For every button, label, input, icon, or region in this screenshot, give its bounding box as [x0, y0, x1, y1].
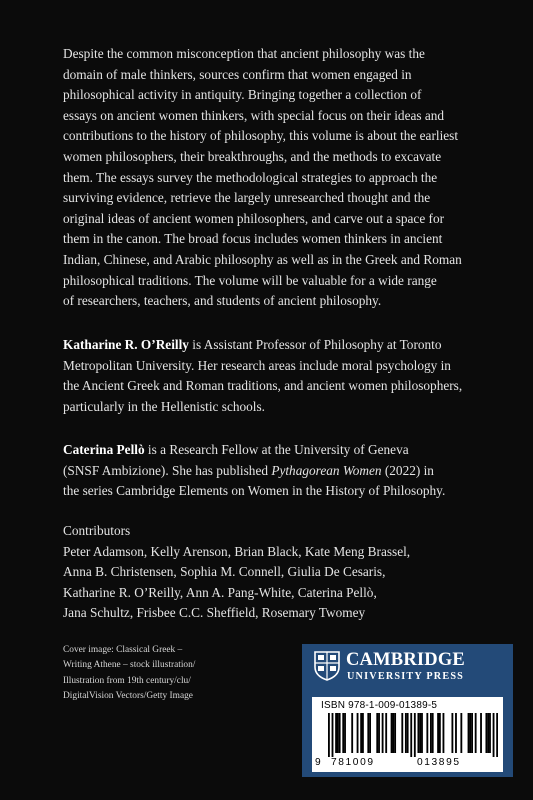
barcode-bar — [367, 713, 369, 753]
barcode-bar — [339, 713, 341, 753]
description-line: surviving evidence, retrieve the largely unresearched thought and the — [63, 190, 431, 206]
barcode-bar — [332, 713, 334, 757]
barcode-digit-first: 9 — [315, 757, 321, 768]
barcode-bar — [401, 713, 403, 753]
book-title: Pythagorean Women — [271, 462, 382, 478]
barcode-bar — [378, 713, 380, 753]
publisher-subtitle: UNIVERSITY PRESS — [347, 671, 465, 682]
barcode-bar — [360, 713, 362, 753]
contributors-line: Jana Schultz, Frisbee C.C. Sheffield, Rosemary Twomey — [63, 605, 366, 621]
contributors-line: Katharine R. O’Reilly, Ann A. Pang-White, Caterina Pellò, — [63, 584, 377, 600]
barcode-icon — [328, 713, 498, 757]
barcode-bar — [451, 713, 453, 753]
barcode-bar — [385, 713, 387, 753]
bio-line — [63, 440, 483, 461]
barcode-digits-right: 013895 — [417, 757, 461, 768]
barcode-bar — [468, 713, 470, 753]
barcode-bar — [496, 713, 498, 757]
barcode-bar — [392, 713, 394, 753]
contributors-section — [63, 521, 483, 624]
description-line: essays on ancient women thinkers, with special focus on their ideas and — [63, 107, 445, 123]
barcode-bar — [437, 713, 439, 753]
barcode-bar — [410, 713, 412, 757]
bio-line: Metropolitan University. Her research areas include moral psychology in — [63, 357, 451, 373]
bio-line: particularly in the Hellenistic schools. — [63, 398, 265, 414]
barcode-bar — [421, 713, 423, 753]
barcode-bar — [405, 713, 407, 753]
barcode-bar — [337, 713, 339, 753]
publisher-name: CAMBRIDGE — [346, 650, 465, 670]
barcode-bar — [432, 713, 434, 753]
barcode-bar — [328, 713, 330, 757]
description-line: original ideas of ancient women philosophers, and carve out a space for — [63, 210, 445, 226]
description-line: philosophical activity in antiquity. Bringing together a collection of — [63, 87, 422, 103]
editor-name: Katharine R. O’Reilly — [63, 337, 189, 352]
cover-image-credit — [63, 643, 253, 705]
barcode-bar — [430, 713, 432, 753]
isbn-label: ISBN 978-1-009-01389-5 — [321, 700, 438, 711]
bio-text: (SNSF Ambizione). She has published — [63, 462, 272, 478]
publisher-panel — [302, 644, 513, 777]
editor-bio-oreilly — [63, 335, 483, 417]
barcode-bar — [455, 713, 457, 753]
barcode-bar — [335, 713, 337, 753]
barcode-bar — [394, 713, 396, 753]
barcode-bar — [469, 713, 471, 753]
barcode-bar — [417, 713, 419, 753]
barcode-bar — [485, 713, 487, 753]
barcode-bar — [376, 713, 378, 753]
barcode-bar — [351, 713, 353, 753]
description-line: them in the canon. The broad focus includes women thinkers in ancient — [63, 231, 443, 247]
contributors-heading: Contributors — [63, 523, 131, 538]
bio-line: the Ancient Greek and Roman traditions, and ancient women philosophers, — [63, 378, 463, 394]
barcode-bar — [362, 713, 364, 753]
barcode-bar — [407, 713, 409, 753]
description-line: Despite the common misconception that ancient philosophy was the — [63, 46, 425, 61]
barcode-digits-left: 781009 — [331, 757, 375, 768]
description-line: contributions to the history of philosophy, this volume is about the earliest — [63, 128, 459, 144]
barcode-bar — [471, 713, 473, 753]
editor-name: Caterina Pellò — [63, 442, 145, 457]
barcode-bar — [487, 713, 489, 753]
barcode-bar — [460, 713, 462, 753]
barcode-bar — [382, 713, 384, 753]
credit-line: Illustration from 19th century/clu/ — [63, 675, 191, 686]
credit-line: Writing Athene – stock illustration/ — [63, 660, 196, 671]
barcode-bar — [489, 713, 491, 753]
contributors-line: Peter Adamson, Kelly Arenson, Brian Black, Kate Meng Brassel, — [63, 543, 411, 559]
bio-line — [63, 461, 483, 482]
barcode-bar — [493, 713, 495, 757]
barcode-bar — [443, 713, 445, 753]
barcode-bar — [369, 713, 371, 753]
bio-line: the series Cambridge Elements on Women in the History of Philosophy. — [63, 483, 446, 499]
barcode-area — [312, 697, 503, 772]
description-line: them. The essays survey the methodological strategies to approach the — [63, 169, 438, 185]
bio-text: is a Research Fellow at the University of Geneva — [144, 442, 409, 457]
description-line: domain of male thinkers, sources confirm that women engaged in — [63, 66, 412, 82]
barcode-bar — [480, 713, 482, 753]
barcode-bar — [391, 713, 393, 753]
editor-bio-pello — [63, 440, 483, 502]
cambridge-shield-icon — [314, 651, 340, 681]
credit-line: Cover image: Classical Greek – — [63, 645, 183, 655]
barcode-bar — [344, 713, 346, 753]
description-line: of researchers, teachers, and students of ancient philosophy. — [63, 293, 382, 309]
bio-text: (2022) in — [381, 462, 434, 478]
barcode-bar — [414, 713, 416, 757]
barcode-bar — [439, 713, 441, 753]
book-description — [63, 44, 483, 312]
description-line: Indian, Chinese, and Arabic philosophy as well as in the Greek and Roman — [63, 251, 462, 267]
credit-line: DigitalVision Vectors/Getty Image — [63, 691, 193, 702]
description-line: philosophical traditions. The volume will be valuable for a wide range — [63, 272, 437, 288]
barcode-bar — [475, 713, 477, 753]
barcode-bar — [426, 713, 428, 753]
contributors-line: Anna B. Christensen, Sophia M. Connell, Giulia De Cesaris, — [63, 564, 386, 580]
bio-text: is Assistant Professor of Philosophy at Toronto — [188, 337, 442, 352]
barcode-bar — [342, 713, 344, 753]
bio-line — [63, 335, 483, 356]
barcode-bar — [419, 713, 421, 753]
description-line: women philosophers, their breakthroughs, and the methods to excavate — [63, 148, 442, 164]
barcode-bar — [357, 713, 359, 753]
